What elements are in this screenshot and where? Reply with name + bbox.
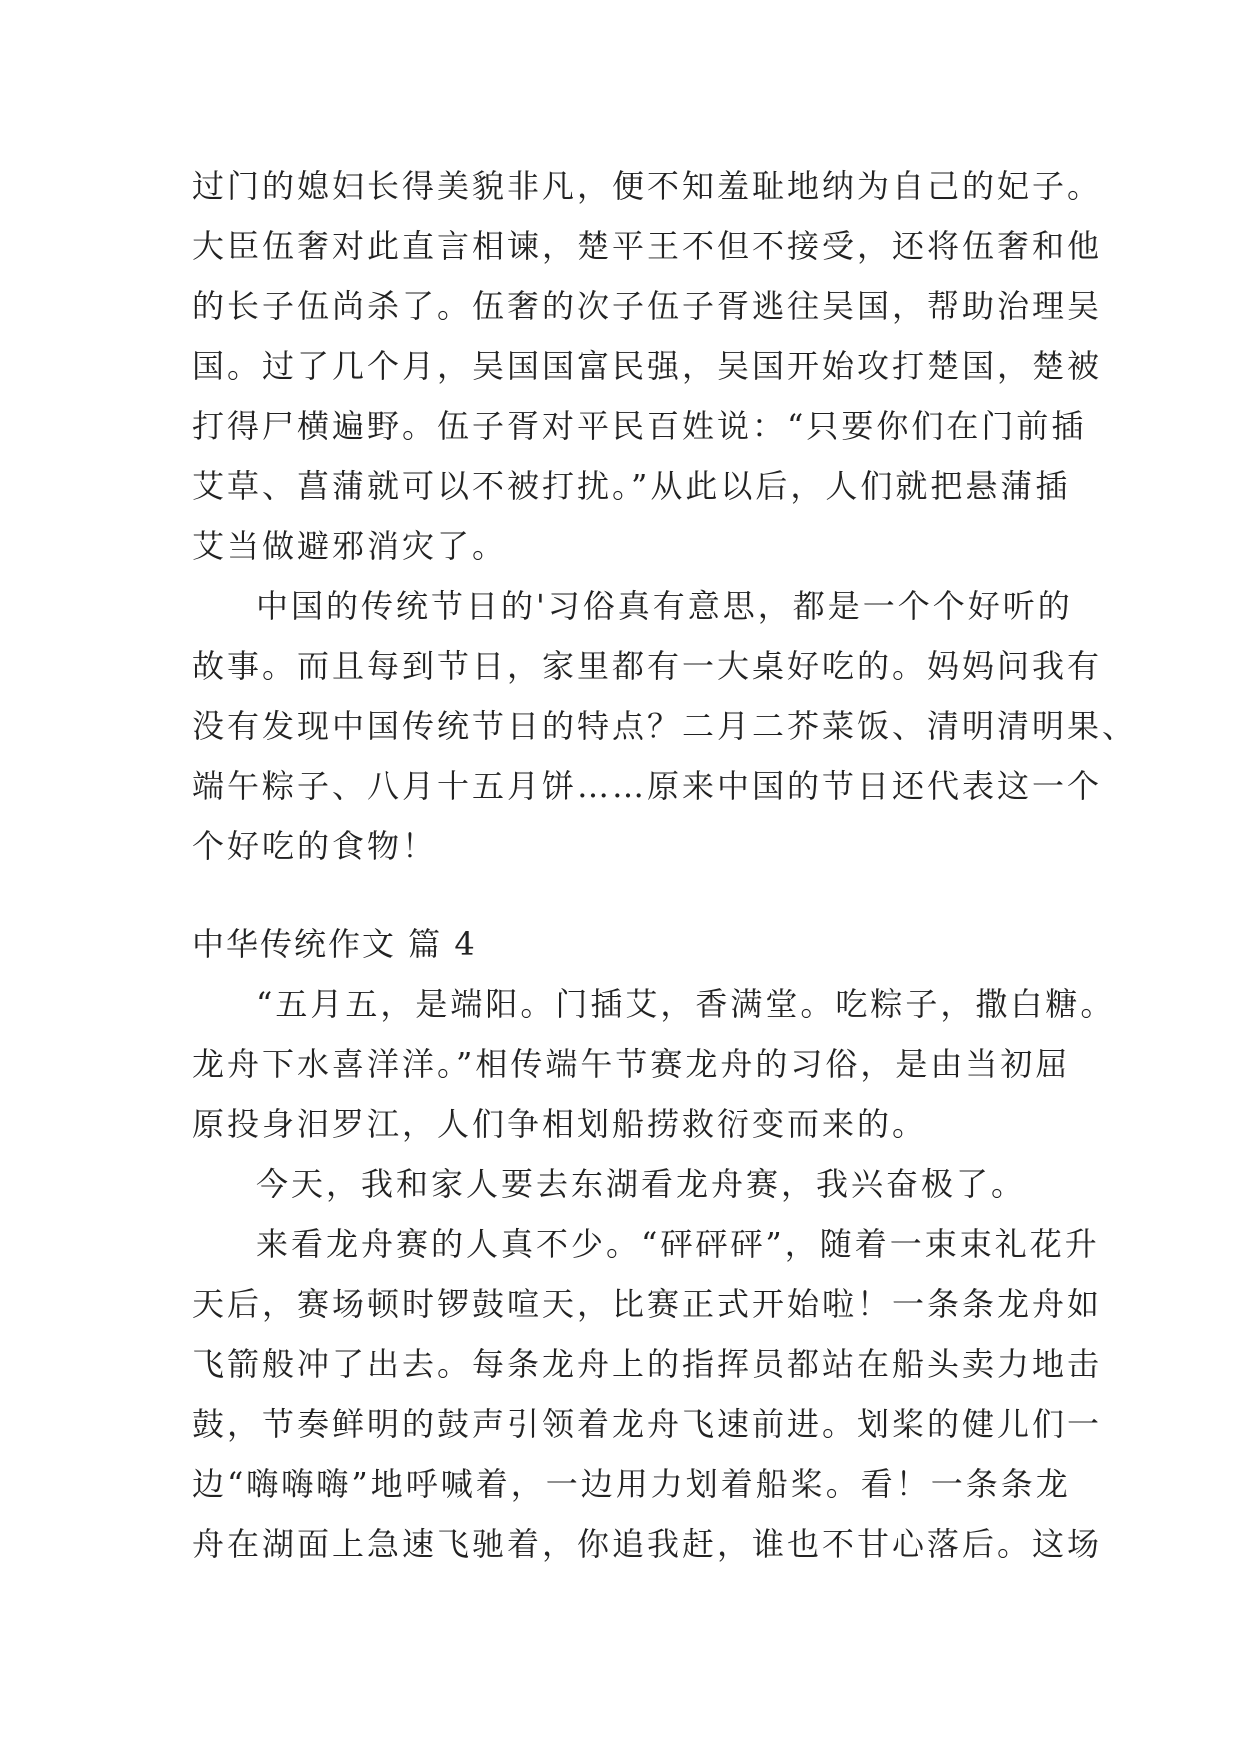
paragraph-line: 没有发现中国传统节日的特点？二月二芥菜饭、清明清明果、 <box>192 707 1138 745</box>
paragraph-line: 飞箭般冲了出去。每条龙舟上的指挥员都站在船头卖力地击 <box>192 1345 1103 1383</box>
paragraph-line: 国。过了几个月，吴国国富民强，吴国开始攻打楚国，楚被 <box>192 347 1103 385</box>
paragraph-line: 鼓，节奏鲜明的鼓声引领着龙舟飞速前进。划桨的健儿们一 <box>192 1405 1103 1443</box>
paragraph-line: 今天，我和家人要去东湖看龙舟赛，我兴奋极了。 <box>256 1165 1027 1203</box>
paragraph-line: 打得尸横遍野。伍子胥对平民百姓说：“只要你们在门前插 <box>192 407 1087 445</box>
paragraph-line: 龙舟下水喜洋洋。”相传端午节赛龙舟的习俗，是由当初屈 <box>192 1045 1071 1083</box>
paragraph-line: 边“嗨嗨嗨”地呼喊着，一边用力划着船桨。看！一条条龙 <box>192 1465 1071 1503</box>
paragraph-line: 端午粽子、八月十五月饼……原来中国的节日还代表这一个 <box>192 767 1103 805</box>
paragraph-line: 个好吃的食物！ <box>192 827 438 865</box>
paragraph-line: 的长子伍尚杀了。伍奢的次子伍子胥逃往吴国，帮助治理吴 <box>192 287 1103 325</box>
paragraph-line: 天后，赛场顿时锣鼓喧天，比赛正式开始啦！一条条龙舟如 <box>192 1285 1103 1323</box>
paragraph-line: 原投身汨罗江，人们争相划船捞救衍变而来的。 <box>192 1105 928 1143</box>
section-heading: 中华传统作文 篇 4 <box>192 925 477 963</box>
paragraph-line: 大臣伍奢对此直言相谏，楚平王不但不接受，还将伍奢和他 <box>192 227 1103 265</box>
paragraph-line: 艾当做避邪消灾了。 <box>192 527 508 565</box>
paragraph-line: 过门的媳妇长得美貌非凡，便不知羞耻地纳为自己的妃子。 <box>192 167 1103 205</box>
paragraph-line: 中国的传统节日的'习俗真有意思，都是一个个好听的 <box>256 587 1073 625</box>
paragraph-line: 来看龙舟赛的人真不少。“砰砰砰”，随着一束束礼花升 <box>256 1225 1100 1263</box>
paragraph-line: 故事。而且每到节日，家里都有一大桌好吃的。妈妈问我有 <box>192 647 1103 685</box>
paragraph-line: 艾草、菖蒲就可以不被打扰。”从此以后，人们就把悬蒲插 <box>192 467 1071 505</box>
paragraph-line: 舟在湖面上急速飞驰着，你追我赶，谁也不甘心落后。这场 <box>192 1525 1103 1563</box>
paragraph-line: “五月五，是端阳。门插艾，香满堂。吃粽子，撒白糖。 <box>256 985 1116 1023</box>
